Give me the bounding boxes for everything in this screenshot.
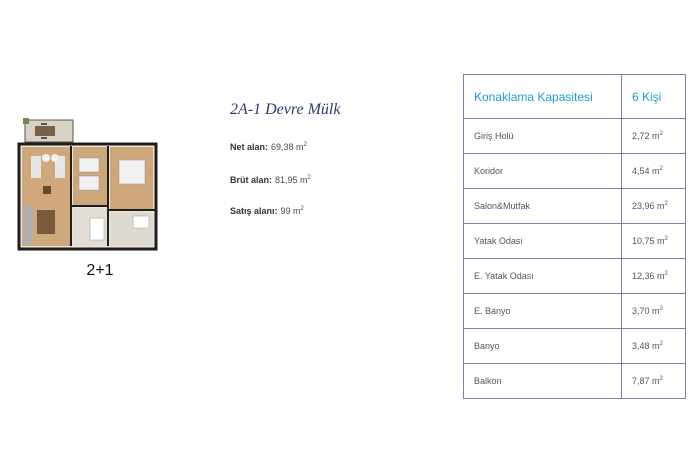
table-header-row xyxy=(464,75,686,119)
spec-value: 81,95 m xyxy=(275,175,308,185)
area-value: 10,75 m xyxy=(632,236,665,246)
area-value: 3,70 m xyxy=(632,306,660,316)
spec-label: Brüt alan: xyxy=(230,175,273,185)
sales-area-spec xyxy=(230,206,304,216)
table-row xyxy=(464,329,686,364)
room-name: Koridor xyxy=(464,154,622,189)
gross-area-spec xyxy=(230,175,311,185)
room-area xyxy=(622,119,686,154)
table-row xyxy=(464,154,686,189)
layout-type-label: 2+1 xyxy=(86,262,114,279)
spec-value: 69,38 m xyxy=(271,142,304,152)
room-area xyxy=(622,294,686,329)
room-name: Balkon xyxy=(464,364,622,399)
floor-plan-image xyxy=(15,118,160,253)
room-area xyxy=(622,189,686,224)
room-area xyxy=(622,364,686,399)
capacity-header-label: Konaklama Kapasitesi xyxy=(464,75,622,119)
room-name: Yatak Odası xyxy=(464,224,622,259)
spec-value: 99 m xyxy=(280,206,301,216)
room-name: Banyo xyxy=(464,329,622,364)
area-value: 7,87 m xyxy=(632,376,660,386)
unit-sup: 2 xyxy=(659,341,663,347)
capacity-header-value: 6 Kişi xyxy=(622,75,686,119)
spec-label: Satış alanı: xyxy=(230,206,278,216)
table-row xyxy=(464,119,686,154)
area-value: 4,54 m xyxy=(632,166,660,176)
table-row xyxy=(464,259,686,294)
unit-sup: 2 xyxy=(659,376,663,382)
room-name: Salon&Mutfak xyxy=(464,189,622,224)
spec-label: Net alan: xyxy=(230,142,269,152)
table-row xyxy=(464,224,686,259)
unit-sup: 2 xyxy=(664,236,668,242)
unit-sup: 2 xyxy=(307,175,311,181)
room-area xyxy=(622,329,686,364)
room-name: E. Yatak Odası xyxy=(464,259,622,294)
table-row xyxy=(464,364,686,399)
room-name: E. Banyo xyxy=(464,294,622,329)
room-name: Giriş Holü xyxy=(464,119,622,154)
table-row xyxy=(464,294,686,329)
unit-sup: 2 xyxy=(300,206,304,212)
area-value: 12,36 m xyxy=(632,271,665,281)
area-value: 2,72 m xyxy=(632,131,660,141)
net-area-spec xyxy=(230,142,307,152)
area-value: 3,48 m xyxy=(632,341,660,351)
unit-title: 2A-1 Devre Mülk xyxy=(230,101,341,118)
room-area xyxy=(622,154,686,189)
room-area xyxy=(622,224,686,259)
capacity-table xyxy=(463,74,686,399)
table-row xyxy=(464,189,686,224)
unit-sup: 2 xyxy=(659,131,663,137)
room-area xyxy=(622,259,686,294)
unit-sup: 2 xyxy=(664,271,668,277)
unit-sup: 2 xyxy=(303,142,307,148)
unit-sup: 2 xyxy=(659,166,663,172)
area-value: 23,96 m xyxy=(632,201,665,211)
unit-sup: 2 xyxy=(664,201,668,207)
unit-sup: 2 xyxy=(659,306,663,312)
